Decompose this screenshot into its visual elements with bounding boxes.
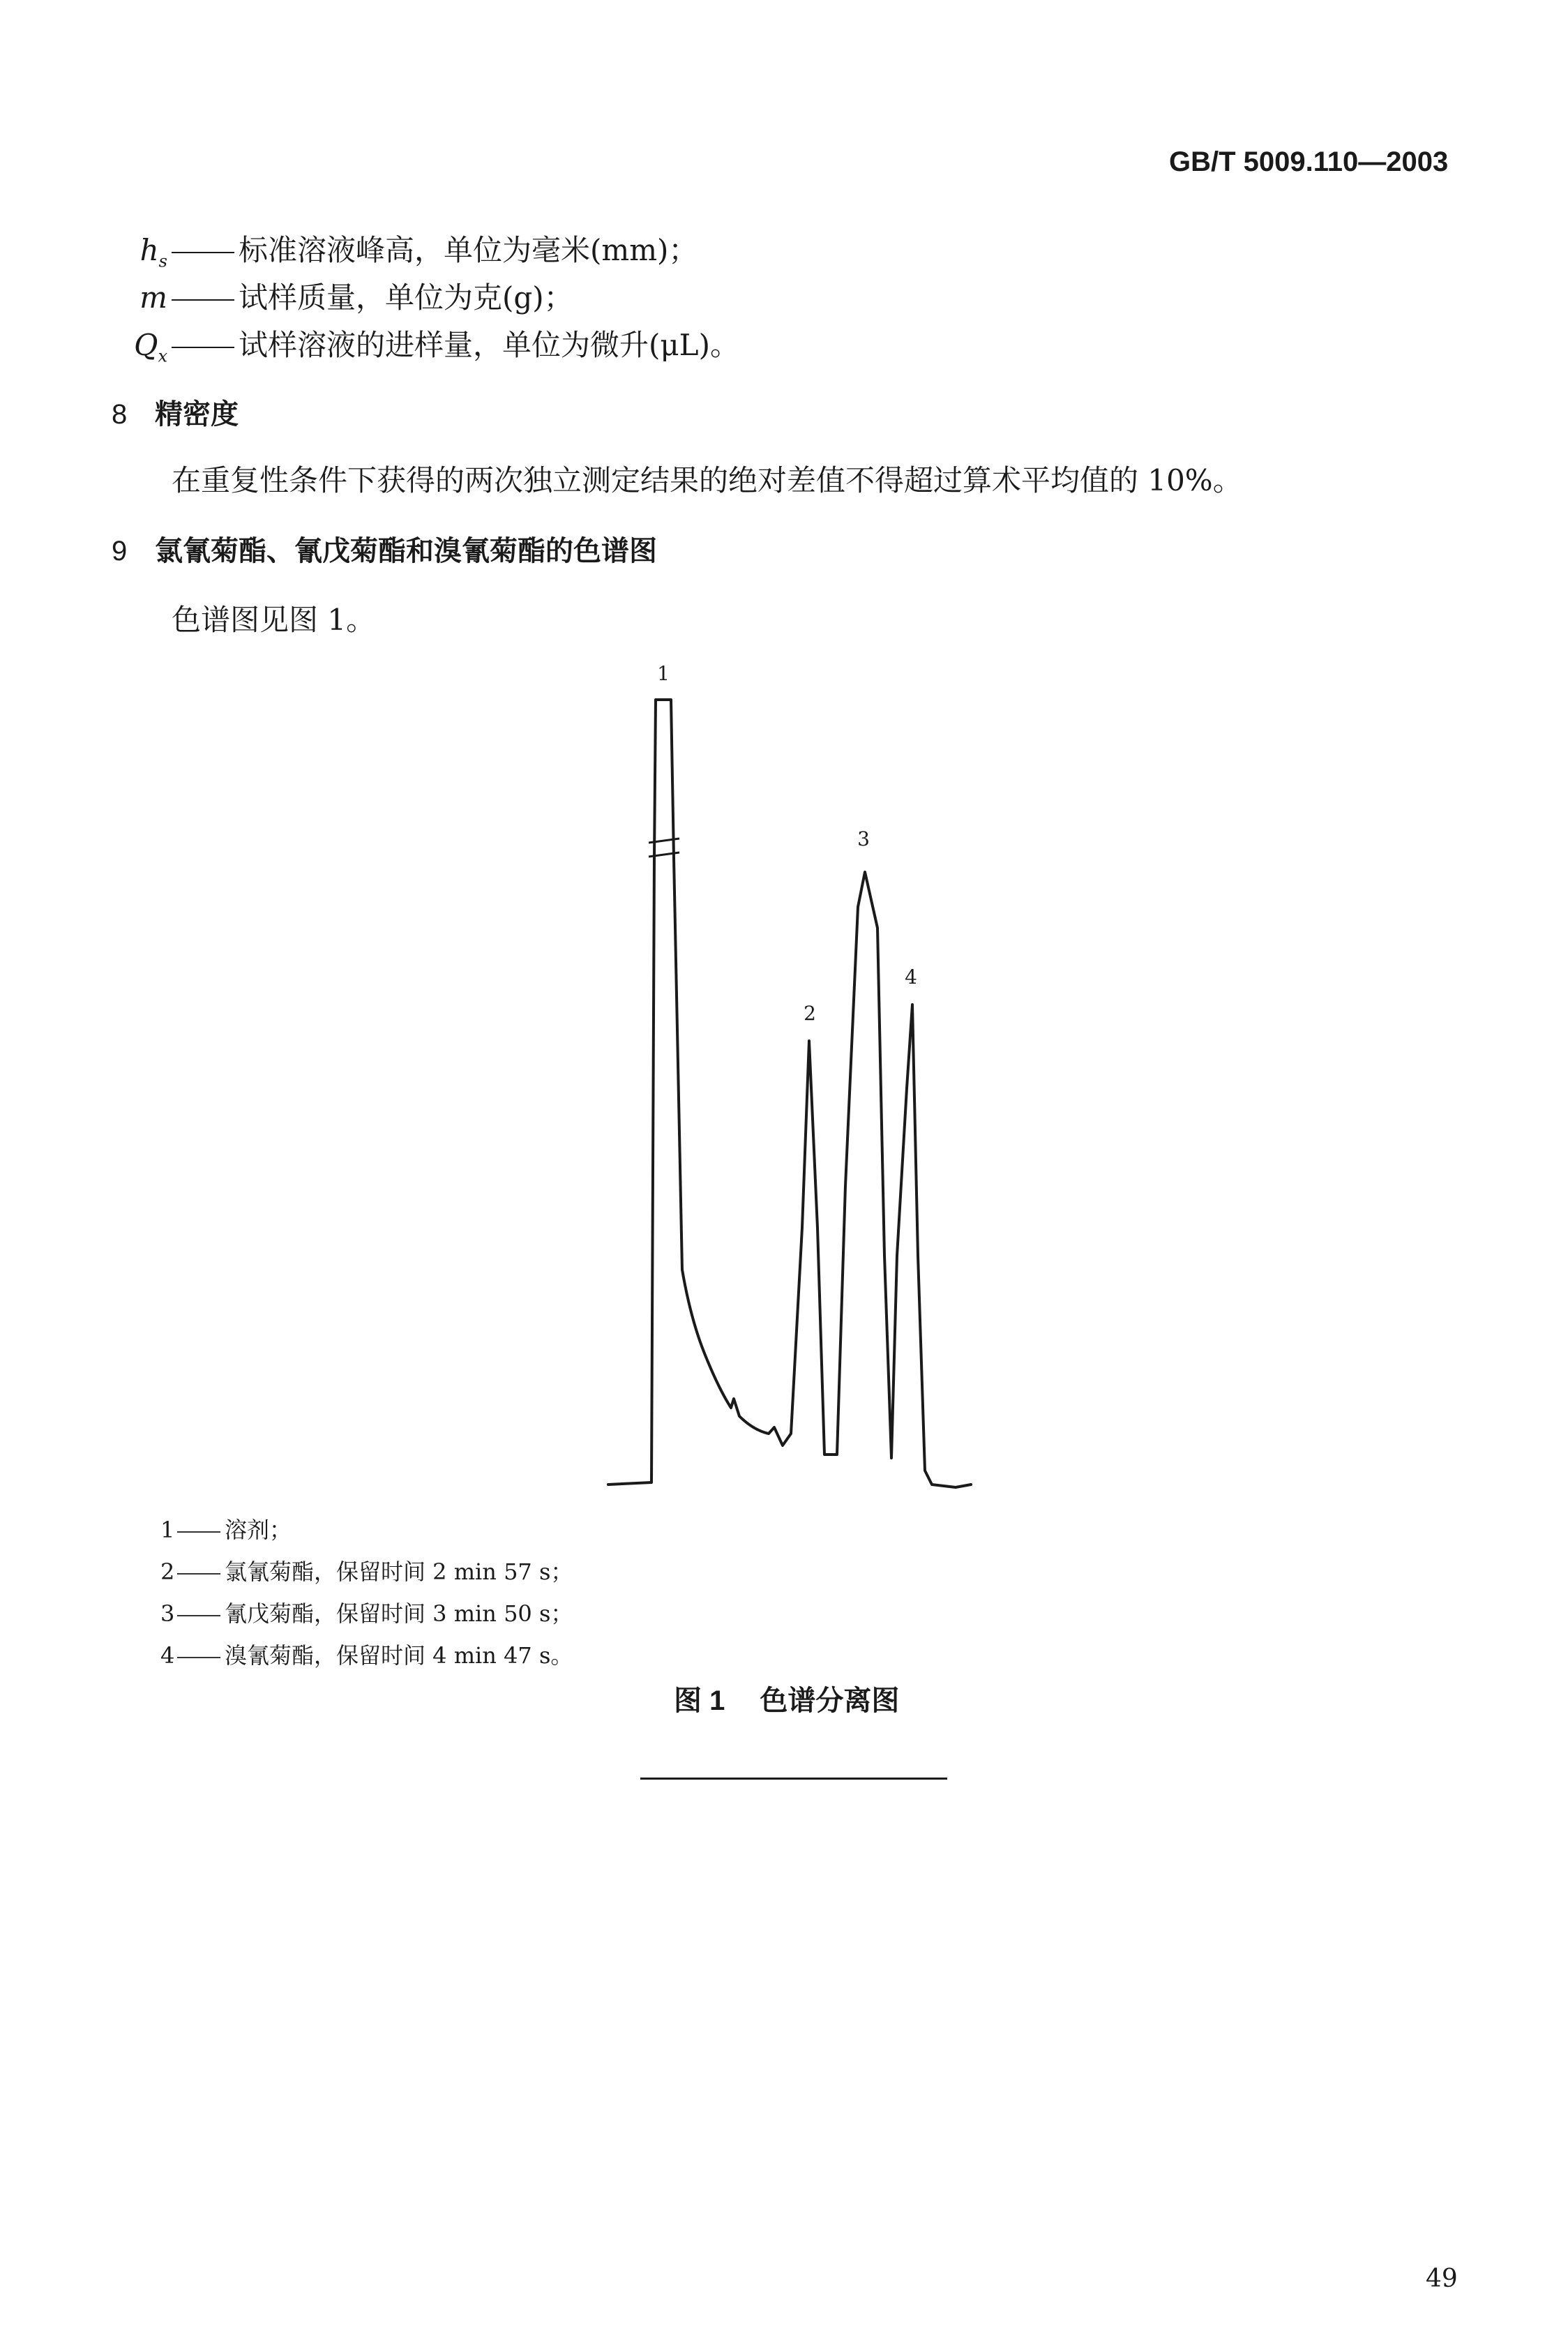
- symbol-q: $Q_x$: [134, 328, 167, 366]
- legend-num: 1: [160, 1517, 175, 1543]
- legend-num: 4: [160, 1642, 175, 1669]
- definition-text: 标准溶液峰高，单位为毫米(mm)；: [239, 233, 698, 267]
- standard-number: GB/T 5009.110—2003: [1169, 146, 1449, 177]
- end-rule: [640, 1778, 947, 1780]
- section-number: 8: [112, 399, 128, 430]
- legend-text: 氯氰菊酯，保留时间 2 min 57 s；: [225, 1558, 573, 1585]
- legend-text: 溶剂；: [225, 1517, 292, 1543]
- section-9-text: 色谱图见图 1。: [172, 603, 376, 637]
- figure-number: 图 1: [674, 1685, 725, 1716]
- page-number: 49: [1426, 2264, 1458, 2293]
- legend-text: 溴氰菊酯，保留时间 4 min 47 s。: [225, 1642, 573, 1669]
- legend-num: 3: [160, 1600, 175, 1627]
- legend-item-4: [160, 1638, 573, 1670]
- legend-dash: [177, 1531, 220, 1533]
- legend-dash: [177, 1657, 220, 1658]
- legend-num: 2: [160, 1558, 175, 1585]
- peak-label-3: 3: [857, 827, 870, 850]
- section-8-text: 在重复性条件下获得的两次独立测定结果的绝对差值不得超过算术平均值的 10%。: [172, 463, 1242, 497]
- legend-item-1: [160, 1512, 292, 1545]
- definition-text: 试样溶液的进样量，单位为微升(μL)。: [239, 328, 739, 362]
- symbol-h: $h_s$: [140, 233, 167, 271]
- figure-caption: [674, 1678, 899, 1718]
- legend-item-3: [160, 1596, 573, 1628]
- section-number: 9: [112, 536, 128, 566]
- legend-text: 氰戊菊酯，保留时间 3 min 50 s；: [225, 1600, 573, 1627]
- peak-label-4: 4: [905, 966, 917, 989]
- legend-item-2: [160, 1554, 573, 1586]
- chromatogram-trace: [608, 700, 971, 1487]
- section-title: 精密度: [155, 399, 239, 430]
- figure-title: 色谱分离图: [760, 1685, 900, 1716]
- symbol-m: m: [140, 280, 167, 315]
- definition-text: 试样质量，单位为克(g)；: [239, 280, 573, 315]
- peak-label-1: 1: [657, 662, 670, 685]
- peak-label-2: 2: [804, 1002, 816, 1025]
- legend-dash: [177, 1573, 220, 1575]
- section-title: 氯氰菊酯、氰戊菊酯和溴氰菊酯的色谱图: [155, 536, 657, 566]
- legend-dash: [177, 1615, 220, 1616]
